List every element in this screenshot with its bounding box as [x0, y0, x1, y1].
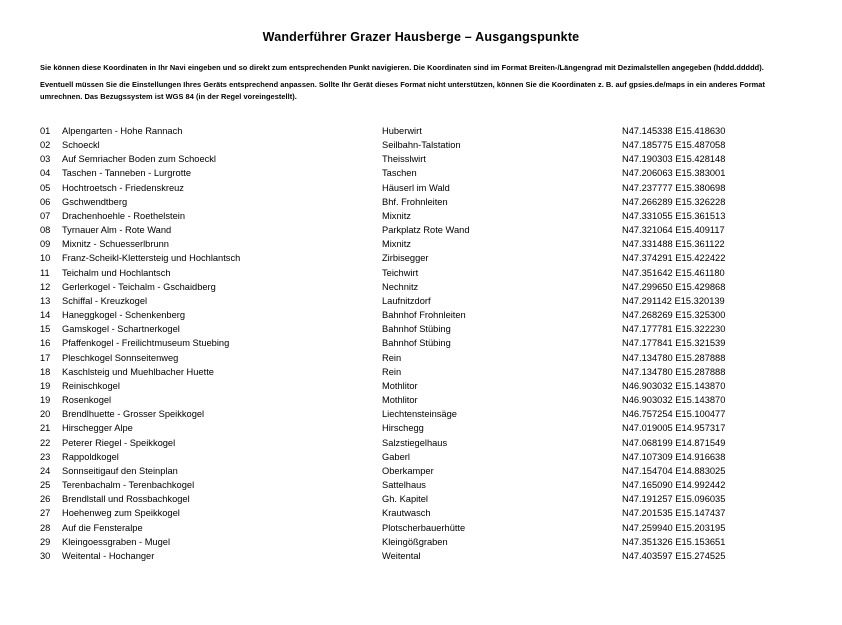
- tour-name: Pleschkogel Sonnseitenweg: [62, 352, 179, 363]
- row-number: 25: [40, 480, 51, 491]
- row-number: 22: [40, 437, 51, 448]
- table-row: [40, 337, 802, 351]
- tour-name: Mixnitz - Schuesserlbrunn: [62, 239, 169, 250]
- tour-name: Schoeckl: [62, 140, 100, 151]
- starting-point: Oberkamper: [382, 465, 434, 476]
- coordinates: N47.165090 E14.992442: [622, 480, 726, 491]
- table-row: [40, 167, 802, 181]
- starting-point: Bahnhof Stübing: [382, 338, 451, 349]
- starting-points-table: [40, 124, 802, 563]
- starting-point: Huberwirt: [382, 125, 422, 136]
- starting-point: Zirbisegger: [382, 253, 429, 264]
- starting-point: Taschen: [382, 168, 417, 179]
- table-row: [40, 380, 802, 394]
- starting-point: Bahnhof Frohnleiten: [382, 310, 466, 321]
- coordinates: N46.757254 E15.100477: [622, 409, 726, 420]
- table-row: [40, 252, 802, 266]
- row-number: 21: [40, 423, 51, 434]
- coordinates: N47.266289 E15.326228: [622, 196, 726, 207]
- tour-name: Peterer Riegel - Speikkogel: [62, 437, 176, 448]
- row-number: 26: [40, 494, 51, 505]
- coordinates: N47.145338 E15.418630: [622, 125, 726, 136]
- table-row: [40, 521, 802, 535]
- table-row: [40, 493, 802, 507]
- tour-name: Gschwendtberg: [62, 196, 128, 207]
- coordinates: N47.154704 E14.883025: [622, 465, 726, 476]
- tour-name: Weitental - Hochanger: [62, 551, 155, 561]
- table-row: [40, 422, 802, 436]
- starting-points-table-wrapper: [40, 124, 802, 563]
- coordinates: N47.403597 E15.274525: [622, 551, 726, 561]
- tour-name: Terenbachalm - Terenbachkogel: [62, 480, 195, 491]
- table-row: [40, 323, 802, 337]
- tour-name: Schiffal - Kreuzkogel: [62, 295, 148, 306]
- table-row: [40, 309, 802, 323]
- row-number: 09: [40, 239, 51, 250]
- row-number: 18: [40, 366, 51, 377]
- table-row: [40, 436, 802, 450]
- coordinates: N47.321064 E15.409117: [622, 225, 725, 236]
- coordinates: N47.185775 E15.487058: [622, 140, 726, 151]
- coordinates: N47.299650 E15.429868: [622, 281, 726, 292]
- row-number: 04: [40, 168, 51, 179]
- starting-point: Krautwasch: [382, 508, 431, 519]
- starting-point: Mixnitz: [382, 210, 411, 221]
- coordinates: N47.291142 E15.320139: [622, 295, 725, 306]
- coordinates: N47.237777 E15.380698: [622, 182, 726, 193]
- coordinates: N47.351326 E15.153651: [622, 536, 726, 547]
- table-row: [40, 507, 802, 521]
- intro-paragraph-1: Sie können diese Koordinaten in Ihr Navi eingeben und so direkt zum entsprechenden Punkt navigieren. Die Koordinaten sind im Format Breiten-/Längengrad mit Dezimalstellen angegeben (hddd.ddddd).: [40, 63, 764, 72]
- row-number: 13: [40, 295, 51, 306]
- table-row: [40, 535, 802, 549]
- row-number: 16: [40, 338, 51, 349]
- starting-point: Sattelhaus: [382, 480, 426, 491]
- tour-name: Pfaffenkogel - Freilichtmuseum Stuebing: [62, 338, 230, 349]
- coordinates: N47.331055 E15.361513: [622, 210, 726, 221]
- starting-point: Rein: [382, 352, 402, 363]
- tour-name: Teichalm und Hochlantsch: [62, 267, 171, 278]
- tour-name: Tyrnauer Alm - Rote Wand: [62, 225, 172, 236]
- coordinates: N47.134780 E15.287888: [622, 366, 726, 377]
- table-row: [40, 408, 802, 422]
- row-number: 17: [40, 352, 51, 363]
- starting-point: Bhf. Frohnleiten: [382, 196, 448, 207]
- coordinates: N47.259940 E15.203195: [622, 522, 726, 533]
- row-number: 10: [40, 253, 51, 264]
- coordinates: N47.201535 E15.147437: [622, 508, 726, 519]
- row-number: 15: [40, 324, 51, 335]
- coordinates: N47.191257 E15.096035: [622, 494, 726, 505]
- coordinates: N47.177841 E15.321539: [622, 338, 726, 349]
- table-row: [40, 465, 802, 479]
- tour-name: Hoehenweg zum Speikkogel: [62, 508, 180, 519]
- table-row: [40, 479, 802, 493]
- tour-name: Franz-Scheikl-Klettersteig und Hochlantsch: [62, 253, 241, 264]
- starting-point: Mothlitor: [382, 395, 418, 406]
- table-row: [40, 181, 802, 195]
- tour-name: Rappoldkogel: [62, 451, 119, 462]
- intro-paragraph-2: Eventuell müssen Sie die Einstellungen Ihres Geräts entsprechend anpassen. Sollte Ihr Gerät dieses Format nicht unterstützen, können Sie die Koordinaten z. B. auf gpsies.de/maps in ein anderes Format umrechnen. Das Bezugssystem ist WGS 84 (in der Regel voreingestellt).: [40, 80, 765, 101]
- starting-point: Laufnitzdorf: [382, 295, 431, 306]
- coordinates: N47.019005 E14.957317: [622, 423, 726, 434]
- starting-point: Gaberl: [382, 451, 410, 462]
- row-number: 20: [40, 409, 51, 420]
- starting-point: Weitental: [382, 551, 421, 561]
- tour-name: Kaschlsteig und Muehlbacher Huette: [62, 366, 214, 377]
- starting-point: Nechnitz: [382, 281, 419, 292]
- table-row: [40, 550, 802, 564]
- row-number: 03: [40, 154, 51, 165]
- page-title: Wanderführer Grazer Hausberge – Ausgangspunkte: [262, 30, 580, 44]
- starting-point: Gh. Kapitel: [382, 494, 428, 505]
- row-number: 29: [40, 536, 51, 547]
- table-row: [40, 351, 802, 365]
- starting-point: Rein: [382, 366, 402, 377]
- tour-name: Drachenhoehle - Roethelstein: [62, 210, 186, 221]
- starting-point: Hirschegg: [382, 423, 424, 434]
- row-number: 14: [40, 310, 51, 321]
- row-number: 28: [40, 522, 51, 533]
- tour-name: Gamskogel - Schartnerkogel: [62, 324, 180, 335]
- row-number: 23: [40, 451, 51, 462]
- coordinates: N47.331488 E15.361122: [622, 239, 725, 250]
- tour-name: Haneggkogel - Schenkenberg: [62, 310, 186, 321]
- tour-name: Brendlstall und Rossbachkogel: [62, 494, 190, 505]
- row-number: 01: [40, 125, 51, 136]
- starting-point: Mothlitor: [382, 380, 418, 391]
- starting-point: Mixnitz: [382, 239, 411, 250]
- tour-name: Alpengarten - Hohe Rannach: [62, 125, 183, 136]
- row-number: 05: [40, 182, 51, 193]
- coordinates: N47.268269 E15.325300: [622, 310, 726, 321]
- coordinates: N47.068199 E14.871549: [622, 437, 726, 448]
- coordinates: N46.903032 E15.143870: [622, 380, 726, 391]
- starting-point: Plotscherbauerhütte: [382, 522, 466, 533]
- document-page: [0, 30, 842, 625]
- tour-name: Hirschegger Alpe: [62, 423, 133, 434]
- coordinates: N47.177781 E15.322230: [622, 324, 726, 335]
- coordinates: N47.374291 E15.422422: [622, 253, 726, 264]
- starting-point: Teichwirt: [382, 267, 419, 278]
- coordinates: N47.134780 E15.287888: [622, 352, 726, 363]
- tour-name: Hochtroetsch - Friedenskreuz: [62, 182, 184, 193]
- table-row: [40, 280, 802, 294]
- tour-name: Taschen - Tanneben - Lurgrotte: [62, 168, 192, 179]
- starting-point: Bahnhof Stübing: [382, 324, 451, 335]
- tour-name: Reinischkogel: [62, 380, 120, 391]
- table-row: [40, 394, 802, 408]
- coordinates: N47.351642 E15.461180: [622, 267, 725, 278]
- starting-point: Liechtensteinsäge: [382, 409, 457, 420]
- row-number: 19: [40, 395, 51, 406]
- coordinates: N47.190303 E15.428148: [622, 154, 726, 165]
- tour-name: Rosenkogel: [62, 395, 112, 406]
- coordinates: N47.206063 E15.383001: [622, 168, 726, 179]
- row-number: 08: [40, 225, 51, 236]
- tour-name: Auf Semriacher Boden zum Schoeckl: [62, 154, 216, 165]
- table-row: [40, 450, 802, 464]
- row-number: 19: [40, 380, 51, 391]
- tour-name: Kleingoessgraben - Mugel: [62, 536, 171, 547]
- starting-point: Salzstiegelhaus: [382, 437, 448, 448]
- table-row: [40, 238, 802, 252]
- table-row: [40, 294, 802, 308]
- row-number: 27: [40, 508, 51, 519]
- row-number: 30: [40, 551, 51, 561]
- tour-name: Auf die Fensteralpe: [62, 522, 143, 533]
- table-row: [40, 139, 802, 153]
- table-row: [40, 365, 802, 379]
- table-row: [40, 153, 802, 167]
- table-body: [40, 124, 802, 563]
- tour-name: Brendlhuette - Grosser Speikkogel: [62, 409, 205, 420]
- tour-name: Sonnseitigauf den Steinplan: [62, 465, 178, 476]
- starting-point: Parkplatz Rote Wand: [382, 225, 470, 236]
- row-number: 06: [40, 196, 51, 207]
- table-row: [40, 124, 802, 138]
- table-row: [40, 224, 802, 238]
- table-row: [40, 195, 802, 209]
- intro-section: [40, 62, 802, 102]
- row-number: 12: [40, 281, 51, 292]
- row-number: 02: [40, 140, 51, 151]
- coordinates: N46.903032 E15.143870: [622, 395, 726, 406]
- table-row: [40, 266, 802, 280]
- table-row: [40, 209, 802, 223]
- starting-point: Theisslwirt: [382, 154, 426, 165]
- starting-point: Häuserl im Wald: [382, 182, 450, 193]
- row-number: 24: [40, 465, 51, 476]
- row-number: 11: [40, 267, 50, 278]
- starting-point: Kleingößgraben: [382, 536, 448, 547]
- tour-name: Gerlerkogel - Teichalm - Gschaidberg: [62, 281, 216, 292]
- row-number: 07: [40, 210, 51, 221]
- starting-point: Seilbahn-Talstation: [382, 140, 461, 151]
- coordinates: N47.107309 E14.916638: [622, 451, 726, 462]
